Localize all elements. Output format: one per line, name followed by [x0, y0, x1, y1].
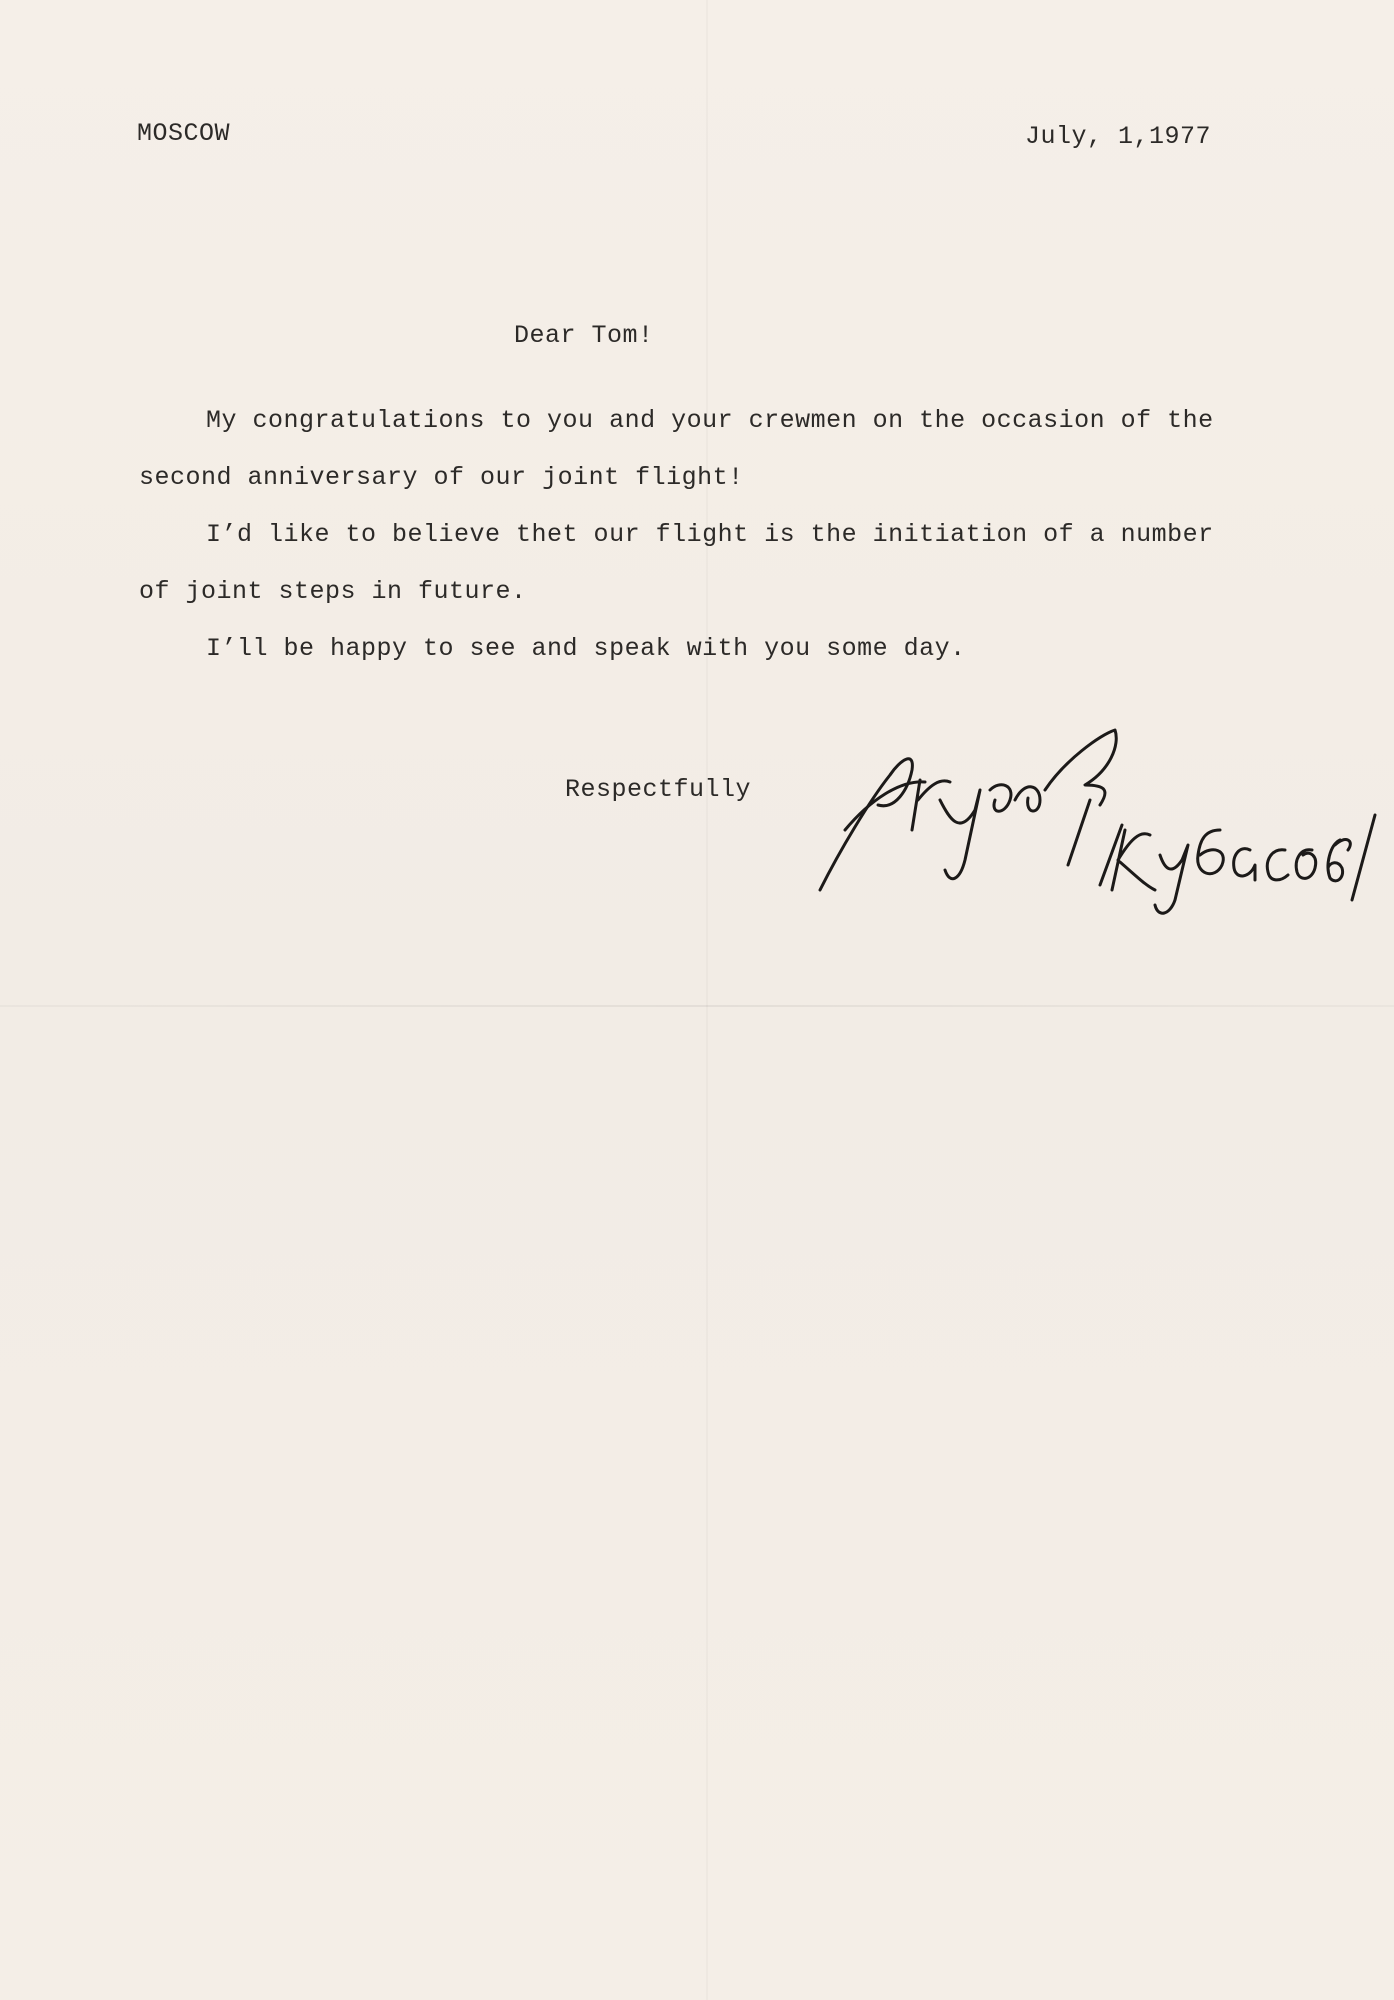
paragraph-2-line-2: of joint steps in future. [139, 577, 527, 606]
letter-date: July, 1,1977 [1025, 122, 1212, 151]
paper-fold-horizontal [0, 1005, 1394, 1007]
letter-salutation: Dear Tom! [514, 321, 654, 350]
signature-name-text: /Кубасов/ [1090, 920, 1170, 939]
paper-fold-vertical [706, 0, 708, 2000]
paragraph-1-line-1: My congratulations to you and your crewmen on the occasion of the [206, 406, 1214, 435]
paragraph-2-line-1: I’d like to believe thet our flight is the initiation of a number [206, 520, 1214, 549]
letter-closing: Respectfully [565, 775, 752, 804]
letter-place: MOSCOW [137, 119, 231, 148]
handwritten-signature [800, 690, 1380, 950]
paragraph-1-line-2: second anniversary of our joint flight! [139, 463, 744, 492]
paragraph-3-line-1: I’ll be happy to see and speak with you some day. [206, 634, 966, 663]
